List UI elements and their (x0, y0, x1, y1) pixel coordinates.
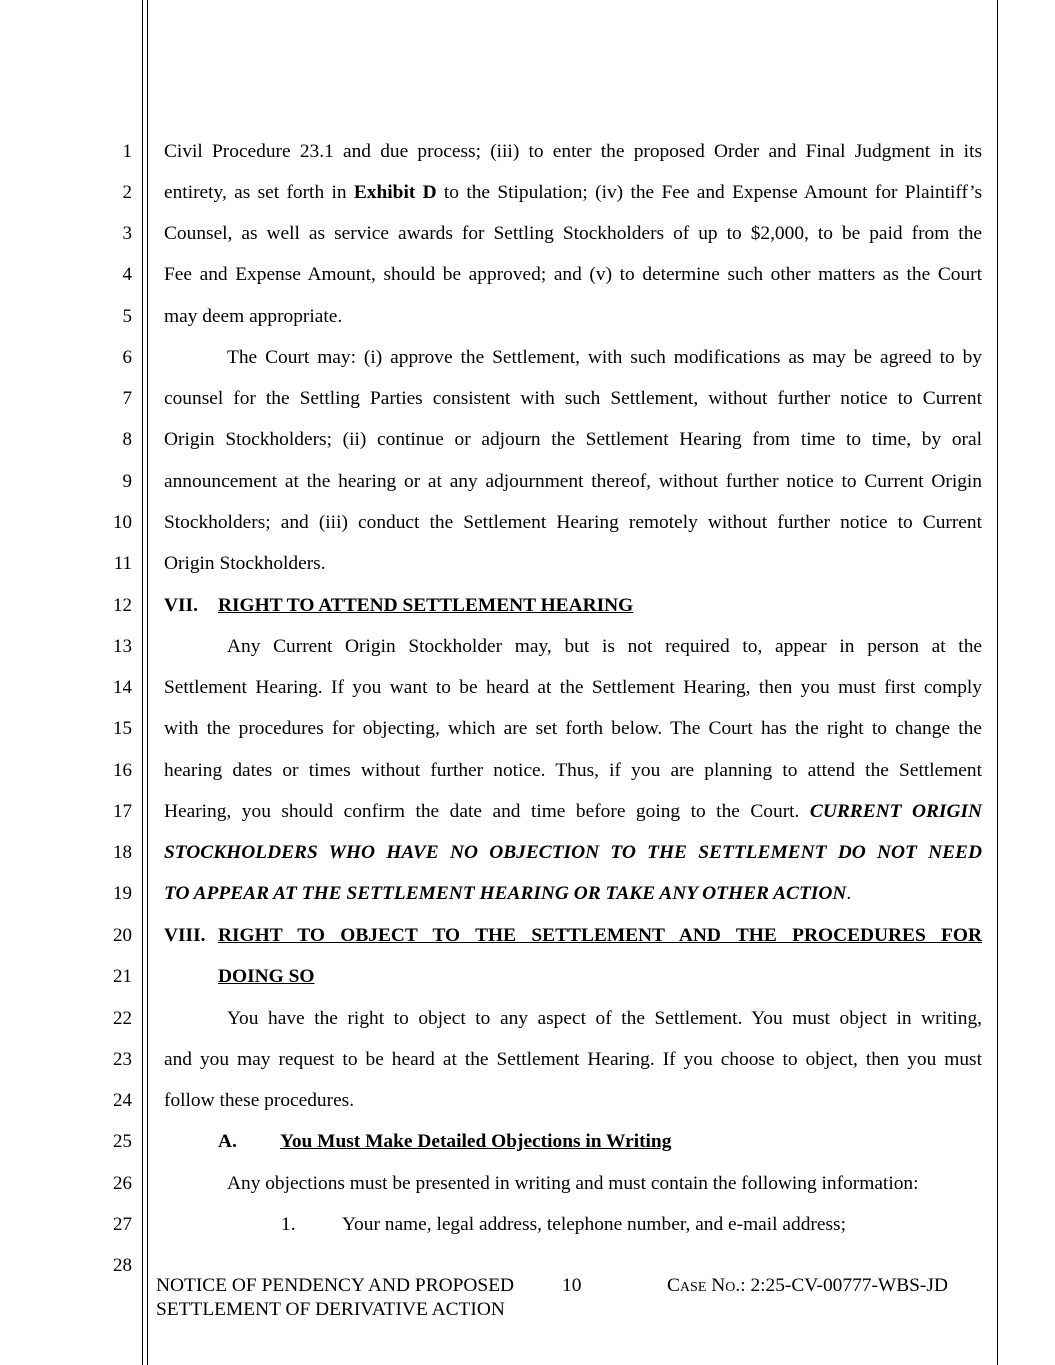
text-line: The Court may: (i) approve the Settlement, with such modifications as may be agreed to by (227, 347, 982, 368)
line-number: 24 (113, 1090, 132, 1111)
line-number: 4 (122, 264, 132, 285)
line-number: 28 (113, 1255, 132, 1276)
case-number-value: 2:25-CV-00777-WBS-JD (750, 1275, 948, 1296)
text-line: Any Current Origin Stockholder may, but is not required to, appear in person at the (227, 636, 982, 657)
text-run: . (846, 883, 852, 904)
line-number: 6 (122, 347, 132, 368)
line-number: 2 (122, 182, 132, 203)
line-number: 13 (113, 636, 132, 657)
text-line: announcement at the hearing or at any adjournment thereof, without further notice to Current Origin (164, 471, 982, 492)
text-line: Counsel, as well as service awards for Settling Stockholders of up to $2,000, to be paid from the (164, 223, 982, 244)
text-line: Civil Procedure 23.1 and due process; (iii) to enter the proposed Order and Final Judgment in its (164, 141, 982, 162)
footer-title-line: SETTLEMENT OF DERIVATIVE ACTION (156, 1299, 505, 1320)
emphasis-text: TO APPEAR AT THE SETTLEMENT HEARING OR TAKE ANY OTHER ACTION (164, 883, 847, 904)
list-item-number: 1. (281, 1214, 296, 1235)
line-number: 9 (122, 471, 132, 492)
text-line: may deem appropriate. (164, 306, 343, 327)
text-line (164, 182, 982, 204)
section-heading-viii (164, 925, 982, 947)
text-line: counsel for the Settling Parties consistent with such Settlement, without further notice to Current (164, 388, 982, 409)
text-line: hearing dates or times without further notice. Thus, if you are planning to attend the Settlement (164, 760, 982, 781)
line-number: 22 (113, 1008, 132, 1029)
text-line: Stockholders; and (iii) conduct the Settlement Hearing remotely without further notice to Current (164, 512, 982, 533)
subsection-title: You Must Make Detailed Objections in Writing (280, 1131, 672, 1152)
line-number: 10 (113, 512, 132, 533)
footer-title (156, 1274, 514, 1322)
line-number: 14 (113, 677, 132, 698)
line-number: 17 (113, 801, 132, 822)
line-number: 11 (113, 553, 132, 574)
section-title: RIGHT TO OBJECT TO THE SETTLEMENT AND THE PROCEDURES FOR (218, 925, 982, 946)
line-number: 23 (113, 1049, 132, 1070)
text-line: and you may request to be heard at the Settlement Hearing. If you choose to object, then you must (164, 1049, 982, 1070)
line-number: 21 (113, 966, 132, 987)
footer-title-line: NOTICE OF PENDENCY AND PROPOSED (156, 1275, 515, 1296)
subsection-number: A. (218, 1131, 237, 1152)
text-run: Hearing, you should confirm the date and time before going to the Court. (164, 801, 810, 822)
section-title-continued: DOING SO (218, 966, 315, 987)
line-number: 16 (113, 760, 132, 781)
case-number-label: Case No.: (667, 1275, 746, 1296)
line-number: 15 (113, 718, 132, 739)
line-number: 27 (113, 1214, 132, 1235)
text-line: Origin Stockholders. (164, 553, 326, 574)
section-number: VIII. (164, 925, 206, 946)
line-number: 1 (122, 141, 132, 162)
line-number: 19 (113, 883, 132, 904)
line-number: 7 (122, 388, 132, 409)
line-number: 18 (113, 842, 132, 863)
emphasis-line: STOCKHOLDERS WHO HAVE NO OBJECTION TO THE SETTLEMENT DO NOT NEED (164, 842, 982, 863)
left-margin-rule-outer (142, 0, 143, 1365)
emphasis-text: CURRENT ORIGIN (809, 801, 983, 822)
section-number: VII. (164, 595, 198, 616)
text-line: You have the right to object to any aspect of the Settlement. You must object in writing, (227, 1008, 982, 1029)
section-title: RIGHT TO ATTEND SETTLEMENT HEARING (218, 595, 634, 616)
text-line: Any objections must be presented in writing and must contain the following information: (227, 1173, 919, 1194)
text-line: Origin Stockholders; (ii) continue or adjourn the Settlement Hearing from time to time, by oral (164, 429, 982, 450)
line-number: 25 (113, 1131, 132, 1152)
subsection-heading-a (218, 1131, 671, 1153)
text-line (164, 883, 982, 905)
text-run: entirety, as set forth in (164, 182, 354, 203)
text-line: Fee and Expense Amount, should be approved; and (v) to determine such other matters as the Court (164, 264, 982, 285)
line-number: 20 (113, 925, 132, 946)
text-run: to the Stipulation; (iv) the Fee and Expense Amount for Plaintiff’s (436, 182, 982, 203)
line-number: 12 (113, 595, 132, 616)
line-number: 26 (113, 1173, 132, 1194)
list-item-text: Your name, legal address, telephone number, and e-mail address; (342, 1214, 846, 1235)
case-number (667, 1274, 948, 1298)
section-heading-vii (164, 595, 982, 617)
left-margin-rule-inner (147, 0, 148, 1365)
right-margin-rule (997, 0, 998, 1365)
list-item (281, 1214, 846, 1236)
line-number: 5 (122, 306, 132, 327)
exhibit-reference: Exhibit D (353, 182, 437, 203)
text-line: follow these procedures. (164, 1090, 355, 1111)
text-line (164, 801, 982, 823)
text-line: with the procedures for objecting, which are set forth below. The Court has the right to change the (164, 718, 982, 739)
line-number: 8 (122, 429, 132, 450)
page-number: 10 (562, 1275, 582, 1296)
text-line: Settlement Hearing. If you want to be heard at the Settlement Hearing, then you must first comply (164, 677, 982, 698)
line-number: 3 (122, 223, 132, 244)
